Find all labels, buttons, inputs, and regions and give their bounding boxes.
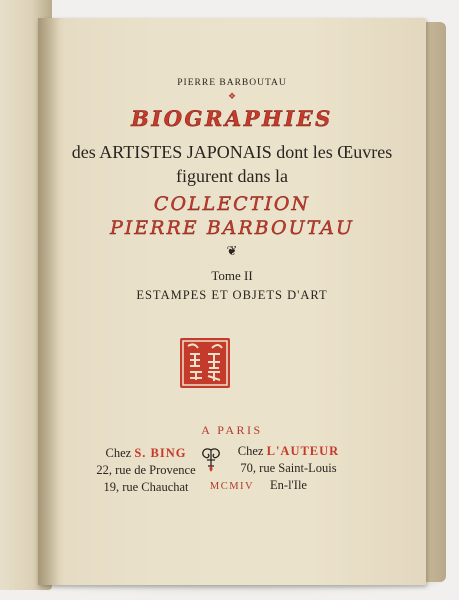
author-label: L'AUTEUR bbox=[266, 444, 340, 458]
title-line-2: des ARTISTES JAPONAIS dont les Œuvres bbox=[71, 142, 393, 162]
author-name: PIERRE BARBOUTAU bbox=[177, 78, 287, 88]
ornament-diamond-icon: ❖ bbox=[227, 92, 237, 102]
author-address-2: En-l'Ile bbox=[270, 478, 307, 492]
author-prefix: Chez bbox=[237, 444, 264, 458]
publisher-address-1: 22, rue de Provence bbox=[96, 463, 196, 477]
volume-subtitle: ESTAMPES ET OBJETS D'ART bbox=[136, 288, 328, 302]
publisher-address-2: 19, rue Chauchat bbox=[103, 480, 189, 494]
publisher-prefix: Chez bbox=[105, 446, 132, 460]
collection-line-2: PIERRE BARBOUTAU bbox=[110, 217, 354, 239]
ornament-fleuron-icon: ❦ bbox=[226, 244, 238, 259]
volume-label: Tome II bbox=[211, 268, 253, 283]
author-address-1: 70, rue Saint-Louis bbox=[240, 461, 337, 475]
publication-year: MCMIV bbox=[209, 481, 255, 492]
lyre-ornament-icon bbox=[198, 446, 224, 472]
title-line-3: figurent dans la bbox=[176, 166, 288, 186]
city-label: A PARIS bbox=[201, 423, 263, 437]
title-main: BIOGRAPHIES bbox=[131, 106, 333, 131]
publisher-name: S. BING bbox=[134, 446, 187, 460]
collection-line-1: COLLECTION bbox=[153, 193, 311, 215]
seal-stamp-icon bbox=[178, 336, 232, 390]
